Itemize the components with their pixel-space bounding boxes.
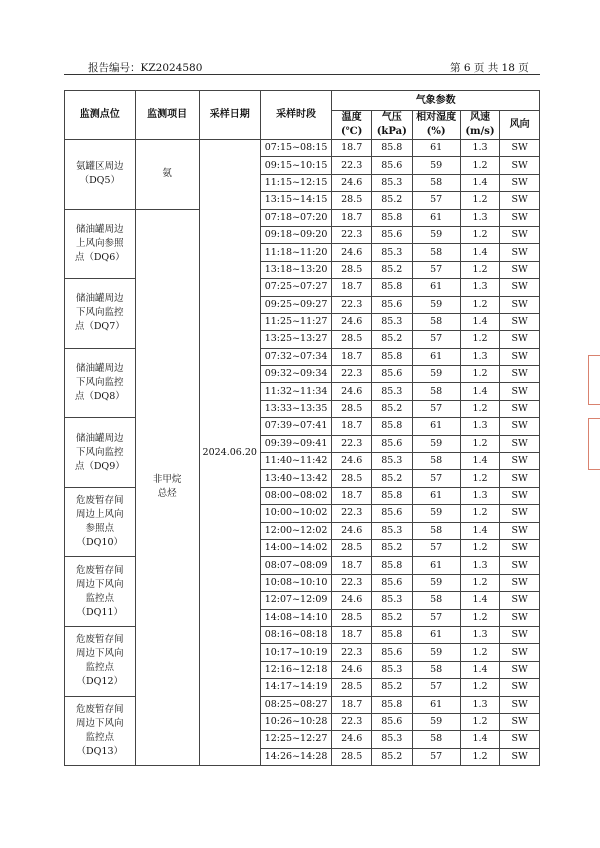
- cell-wind-speed: 1.4: [460, 592, 500, 609]
- cell-point: 储油罐周边 下风向监控 点（DQ7）: [65, 279, 136, 349]
- cell-temp: 18.7: [332, 279, 372, 296]
- cell-humidity: 58: [412, 731, 460, 748]
- cell-temp: 28.5: [332, 331, 372, 348]
- cell-wind-dir: SW: [500, 522, 540, 539]
- cell-wind-speed: 1.2: [460, 435, 500, 452]
- cell-temp: 18.7: [332, 487, 372, 504]
- cell-wind-dir: SW: [500, 470, 540, 487]
- cell-humidity: 58: [412, 661, 460, 678]
- cell-temp: 28.5: [332, 679, 372, 696]
- cell-temp: 18.7: [332, 626, 372, 643]
- header-time: 采样时段: [260, 91, 332, 140]
- cell-wind-speed: 1.2: [460, 366, 500, 383]
- cell-temp: 22.3: [332, 574, 372, 591]
- cell-temp: 28.5: [332, 470, 372, 487]
- header-pressure: 气压 (kPa): [371, 111, 412, 140]
- cell-temp: 28.5: [332, 539, 372, 556]
- cell-pressure: 85.3: [371, 383, 412, 400]
- cell-humidity: 58: [412, 522, 460, 539]
- cell-time: 08:07~08:09: [260, 557, 332, 574]
- cell-humidity: 58: [412, 244, 460, 261]
- cell-wind-speed: 1.3: [460, 348, 500, 365]
- header-date: 采样日期: [199, 91, 260, 140]
- cell-wind-dir: SW: [500, 209, 540, 226]
- cell-time: 09:32~09:34: [260, 366, 332, 383]
- cell-time: 07:25~07:27: [260, 279, 332, 296]
- cell-humidity: 59: [412, 157, 460, 174]
- cell-humidity: 59: [412, 226, 460, 243]
- header-item: 监测项目: [135, 91, 199, 140]
- cell-humidity: 61: [412, 557, 460, 574]
- header-divider: [64, 74, 540, 75]
- cell-wind-speed: 1.2: [460, 470, 500, 487]
- cell-wind-dir: SW: [500, 279, 540, 296]
- cell-time: 10:00~10:02: [260, 505, 332, 522]
- cell-wind-speed: 1.2: [460, 331, 500, 348]
- cell-humidity: 61: [412, 626, 460, 643]
- cell-wind-dir: SW: [500, 400, 540, 417]
- cell-wind-speed: 1.3: [460, 557, 500, 574]
- cell-time: 11:40~11:42: [260, 453, 332, 470]
- cell-wind-speed: 1.3: [460, 487, 500, 504]
- cell-point: 危废暂存间 周边下风向 监控点 （DQ13）: [65, 696, 136, 766]
- cell-pressure: 85.3: [371, 453, 412, 470]
- cell-wind-speed: 1.4: [460, 661, 500, 678]
- cell-time: 14:00~14:02: [260, 539, 332, 556]
- cell-wind-dir: SW: [500, 713, 540, 730]
- cell-humidity: 61: [412, 279, 460, 296]
- cell-wind-speed: 1.2: [460, 574, 500, 591]
- cell-pressure: 85.6: [371, 713, 412, 730]
- header-point: 监测点位: [65, 91, 136, 140]
- cell-time: 10:17~10:19: [260, 644, 332, 661]
- cell-wind-speed: 1.2: [460, 505, 500, 522]
- cell-pressure: 85.2: [371, 748, 412, 765]
- cell-humidity: 61: [412, 487, 460, 504]
- cell-pressure: 85.6: [371, 435, 412, 452]
- cell-pressure: 85.3: [371, 661, 412, 678]
- cell-temp: 18.7: [332, 209, 372, 226]
- cell-wind-dir: SW: [500, 592, 540, 609]
- cell-wind-dir: SW: [500, 453, 540, 470]
- cell-wind-dir: SW: [500, 626, 540, 643]
- cell-wind-dir: SW: [500, 383, 540, 400]
- cell-pressure: 85.3: [371, 313, 412, 330]
- cell-humidity: 59: [412, 505, 460, 522]
- cell-item: 氨: [135, 140, 199, 210]
- cell-pressure: 85.8: [371, 348, 412, 365]
- cell-wind-dir: SW: [500, 644, 540, 661]
- cell-time: 14:08~14:10: [260, 609, 332, 626]
- cell-pressure: 85.3: [371, 174, 412, 191]
- cell-temp: 28.5: [332, 400, 372, 417]
- cell-wind-speed: 1.2: [460, 261, 500, 278]
- cell-temp: 24.6: [332, 661, 372, 678]
- table-row: [65, 209, 540, 226]
- cell-pressure: 85.2: [371, 609, 412, 626]
- cell-time: 07:18~07:20: [260, 209, 332, 226]
- cell-wind-dir: SW: [500, 487, 540, 504]
- cell-time: 14:26~14:28: [260, 748, 332, 765]
- cell-time: 13:25~13:27: [260, 331, 332, 348]
- cell-temp: 18.7: [332, 418, 372, 435]
- cell-wind-speed: 1.2: [460, 748, 500, 765]
- cell-wind-dir: SW: [500, 244, 540, 261]
- cell-humidity: 57: [412, 400, 460, 417]
- cell-pressure: 85.8: [371, 140, 412, 157]
- cell-time: 10:08~10:10: [260, 574, 332, 591]
- cell-time: 13:18~13:20: [260, 261, 332, 278]
- cell-temp: 22.3: [332, 713, 372, 730]
- cell-pressure: 85.2: [371, 400, 412, 417]
- cell-wind-dir: SW: [500, 296, 540, 313]
- cell-humidity: 57: [412, 748, 460, 765]
- cell-humidity: 59: [412, 435, 460, 452]
- cell-time: 12:00~12:02: [260, 522, 332, 539]
- cell-time: 13:15~14:15: [260, 192, 332, 209]
- cell-point: 储油罐周边 下风向监控 点（DQ8）: [65, 348, 136, 418]
- cell-wind-speed: 1.3: [460, 209, 500, 226]
- header-wind-dir: 风向: [500, 111, 540, 140]
- cell-temp: 18.7: [332, 140, 372, 157]
- cell-time: 11:32~11:34: [260, 383, 332, 400]
- cell-wind-speed: 1.2: [460, 539, 500, 556]
- cell-wind-speed: 1.4: [460, 731, 500, 748]
- cell-temp: 28.5: [332, 748, 372, 765]
- cell-pressure: 85.8: [371, 209, 412, 226]
- cell-wind-dir: SW: [500, 313, 540, 330]
- cell-wind-speed: 1.2: [460, 644, 500, 661]
- cell-wind-speed: 1.4: [460, 522, 500, 539]
- cell-pressure: 85.6: [371, 644, 412, 661]
- cell-wind-speed: 1.4: [460, 383, 500, 400]
- cell-pressure: 85.6: [371, 226, 412, 243]
- cell-pressure: 85.3: [371, 244, 412, 261]
- cell-humidity: 57: [412, 539, 460, 556]
- cell-wind-dir: SW: [500, 661, 540, 678]
- cell-humidity: 57: [412, 331, 460, 348]
- cell-humidity: 57: [412, 261, 460, 278]
- table-body: [65, 140, 540, 766]
- cell-wind-dir: SW: [500, 366, 540, 383]
- cell-temp: 22.3: [332, 435, 372, 452]
- cell-wind-dir: SW: [500, 609, 540, 626]
- cell-temp: 28.5: [332, 609, 372, 626]
- cell-wind-speed: 1.3: [460, 279, 500, 296]
- cell-wind-dir: SW: [500, 679, 540, 696]
- cell-pressure: 85.8: [371, 626, 412, 643]
- cell-wind-dir: SW: [500, 140, 540, 157]
- cell-time: 08:16~08:18: [260, 626, 332, 643]
- cell-wind-dir: SW: [500, 539, 540, 556]
- cell-pressure: 85.6: [371, 574, 412, 591]
- report-number: 报告编号：KZ2024580: [88, 62, 203, 74]
- cell-wind-dir: SW: [500, 435, 540, 452]
- cell-pressure: 85.6: [371, 157, 412, 174]
- header-meteo: 气象参数: [332, 91, 540, 111]
- cell-wind-dir: SW: [500, 261, 540, 278]
- cell-time: 12:07~12:09: [260, 592, 332, 609]
- cell-pressure: 85.3: [371, 592, 412, 609]
- cell-date: 2024.06.20: [199, 140, 260, 766]
- cell-time: 12:25~12:27: [260, 731, 332, 748]
- cell-time: 12:16~12:18: [260, 661, 332, 678]
- cell-wind-dir: SW: [500, 331, 540, 348]
- cell-pressure: 85.2: [371, 539, 412, 556]
- cell-wind-speed: 1.2: [460, 679, 500, 696]
- cell-pressure: 85.8: [371, 487, 412, 504]
- cell-time: 09:25~09:27: [260, 296, 332, 313]
- cell-wind-speed: 1.4: [460, 174, 500, 191]
- cell-humidity: 57: [412, 470, 460, 487]
- cell-wind-speed: 1.2: [460, 400, 500, 417]
- cell-pressure: 85.8: [371, 696, 412, 713]
- cell-humidity: 59: [412, 366, 460, 383]
- cell-humidity: 61: [412, 418, 460, 435]
- cell-humidity: 59: [412, 574, 460, 591]
- cell-pressure: 85.6: [371, 366, 412, 383]
- cell-temp: 24.6: [332, 592, 372, 609]
- cell-time: 09:18~09:20: [260, 226, 332, 243]
- cell-wind-speed: 1.3: [460, 418, 500, 435]
- cell-time: 11:15~12:15: [260, 174, 332, 191]
- cell-wind-speed: 1.2: [460, 296, 500, 313]
- cell-wind-dir: SW: [500, 418, 540, 435]
- cell-wind-speed: 1.4: [460, 244, 500, 261]
- cell-wind-dir: SW: [500, 174, 540, 191]
- cell-temp: 24.6: [332, 383, 372, 400]
- seam-stamp-bottom: [588, 418, 600, 470]
- cell-pressure: 85.2: [371, 331, 412, 348]
- cell-pressure: 85.6: [371, 296, 412, 313]
- cell-humidity: 58: [412, 383, 460, 400]
- cell-time: 11:18~11:20: [260, 244, 332, 261]
- cell-humidity: 61: [412, 348, 460, 365]
- cell-temp: 18.7: [332, 348, 372, 365]
- cell-humidity: 58: [412, 174, 460, 191]
- cell-humidity: 59: [412, 644, 460, 661]
- cell-wind-dir: SW: [500, 192, 540, 209]
- header-humidity: 相对湿度 (%): [412, 111, 460, 140]
- cell-wind-dir: SW: [500, 696, 540, 713]
- cell-temp: 24.6: [332, 731, 372, 748]
- cell-time: 10:26~10:28: [260, 713, 332, 730]
- cell-humidity: 57: [412, 679, 460, 696]
- cell-wind-speed: 1.2: [460, 609, 500, 626]
- cell-wind-speed: 1.3: [460, 626, 500, 643]
- cell-wind-dir: SW: [500, 574, 540, 591]
- cell-temp: 22.3: [332, 226, 372, 243]
- cell-time: 08:25~08:27: [260, 696, 332, 713]
- cell-humidity: 58: [412, 592, 460, 609]
- cell-point: 氨罐区周边 （DQ5）: [65, 140, 136, 210]
- cell-wind-dir: SW: [500, 731, 540, 748]
- cell-pressure: 85.3: [371, 522, 412, 539]
- cell-time: 08:00~08:02: [260, 487, 332, 504]
- cell-temp: 22.3: [332, 505, 372, 522]
- meteorological-table: [64, 90, 540, 766]
- cell-point: 储油罐周边 上风向参照 点（DQ6）: [65, 209, 136, 279]
- cell-item: 非甲烷 总烃: [135, 209, 199, 766]
- cell-wind-dir: SW: [500, 226, 540, 243]
- cell-point: 危废暂存间 周边下风向 监控点 （DQ12）: [65, 626, 136, 696]
- table-row: [65, 140, 540, 157]
- cell-humidity: 58: [412, 453, 460, 470]
- cell-pressure: 85.8: [371, 418, 412, 435]
- cell-wind-speed: 1.3: [460, 140, 500, 157]
- cell-time: 09:39~09:41: [260, 435, 332, 452]
- cell-temp: 22.3: [332, 296, 372, 313]
- cell-wind-dir: SW: [500, 505, 540, 522]
- cell-pressure: 85.2: [371, 470, 412, 487]
- cell-temp: 28.5: [332, 192, 372, 209]
- cell-wind-speed: 1.2: [460, 713, 500, 730]
- cell-wind-dir: SW: [500, 157, 540, 174]
- cell-time: 14:17~14:19: [260, 679, 332, 696]
- cell-humidity: 57: [412, 609, 460, 626]
- cell-humidity: 59: [412, 713, 460, 730]
- cell-temp: 18.7: [332, 557, 372, 574]
- cell-time: 07:32~07:34: [260, 348, 332, 365]
- cell-time: 11:25~11:27: [260, 313, 332, 330]
- cell-temp: 28.5: [332, 261, 372, 278]
- seam-stamp-top: [588, 355, 600, 405]
- cell-time: 13:40~13:42: [260, 470, 332, 487]
- cell-humidity: 61: [412, 140, 460, 157]
- cell-pressure: 85.8: [371, 279, 412, 296]
- cell-time: 09:15~10:15: [260, 157, 332, 174]
- header-temp: 温度 (℃): [332, 111, 372, 140]
- page-number: 第 6 页 共 18 页: [450, 62, 529, 74]
- cell-pressure: 85.8: [371, 557, 412, 574]
- cell-temp: 24.6: [332, 244, 372, 261]
- cell-pressure: 85.3: [371, 731, 412, 748]
- cell-temp: 22.3: [332, 157, 372, 174]
- cell-temp: 24.6: [332, 453, 372, 470]
- cell-temp: 24.6: [332, 522, 372, 539]
- cell-wind-speed: 1.2: [460, 192, 500, 209]
- cell-time: 13:33~13:35: [260, 400, 332, 417]
- cell-wind-speed: 1.2: [460, 226, 500, 243]
- cell-wind-speed: 1.2: [460, 157, 500, 174]
- cell-temp: 22.3: [332, 644, 372, 661]
- cell-pressure: 85.6: [371, 505, 412, 522]
- cell-wind-speed: 1.3: [460, 696, 500, 713]
- cell-humidity: 58: [412, 313, 460, 330]
- header-wind-speed: 风速 (m/s): [460, 111, 500, 140]
- cell-wind-speed: 1.4: [460, 453, 500, 470]
- cell-wind-dir: SW: [500, 348, 540, 365]
- cell-humidity: 57: [412, 192, 460, 209]
- cell-temp: 24.6: [332, 174, 372, 191]
- cell-humidity: 59: [412, 296, 460, 313]
- cell-wind-speed: 1.4: [460, 313, 500, 330]
- cell-pressure: 85.2: [371, 192, 412, 209]
- cell-pressure: 85.2: [371, 679, 412, 696]
- cell-temp: 24.6: [332, 313, 372, 330]
- cell-humidity: 61: [412, 696, 460, 713]
- cell-wind-dir: SW: [500, 557, 540, 574]
- cell-humidity: 61: [412, 209, 460, 226]
- cell-time: 07:15~08:15: [260, 140, 332, 157]
- cell-temp: 18.7: [332, 696, 372, 713]
- cell-temp: 22.3: [332, 366, 372, 383]
- cell-point: 危废暂存间 周边下风向 监控点 （DQ11）: [65, 557, 136, 627]
- cell-point: 危废暂存间 周边上风向 参照点 （DQ10）: [65, 487, 136, 557]
- cell-time: 07:39~07:41: [260, 418, 332, 435]
- cell-wind-dir: SW: [500, 748, 540, 765]
- cell-point: 储油罐周边 下风向监控 点（DQ9）: [65, 418, 136, 488]
- cell-pressure: 85.2: [371, 261, 412, 278]
